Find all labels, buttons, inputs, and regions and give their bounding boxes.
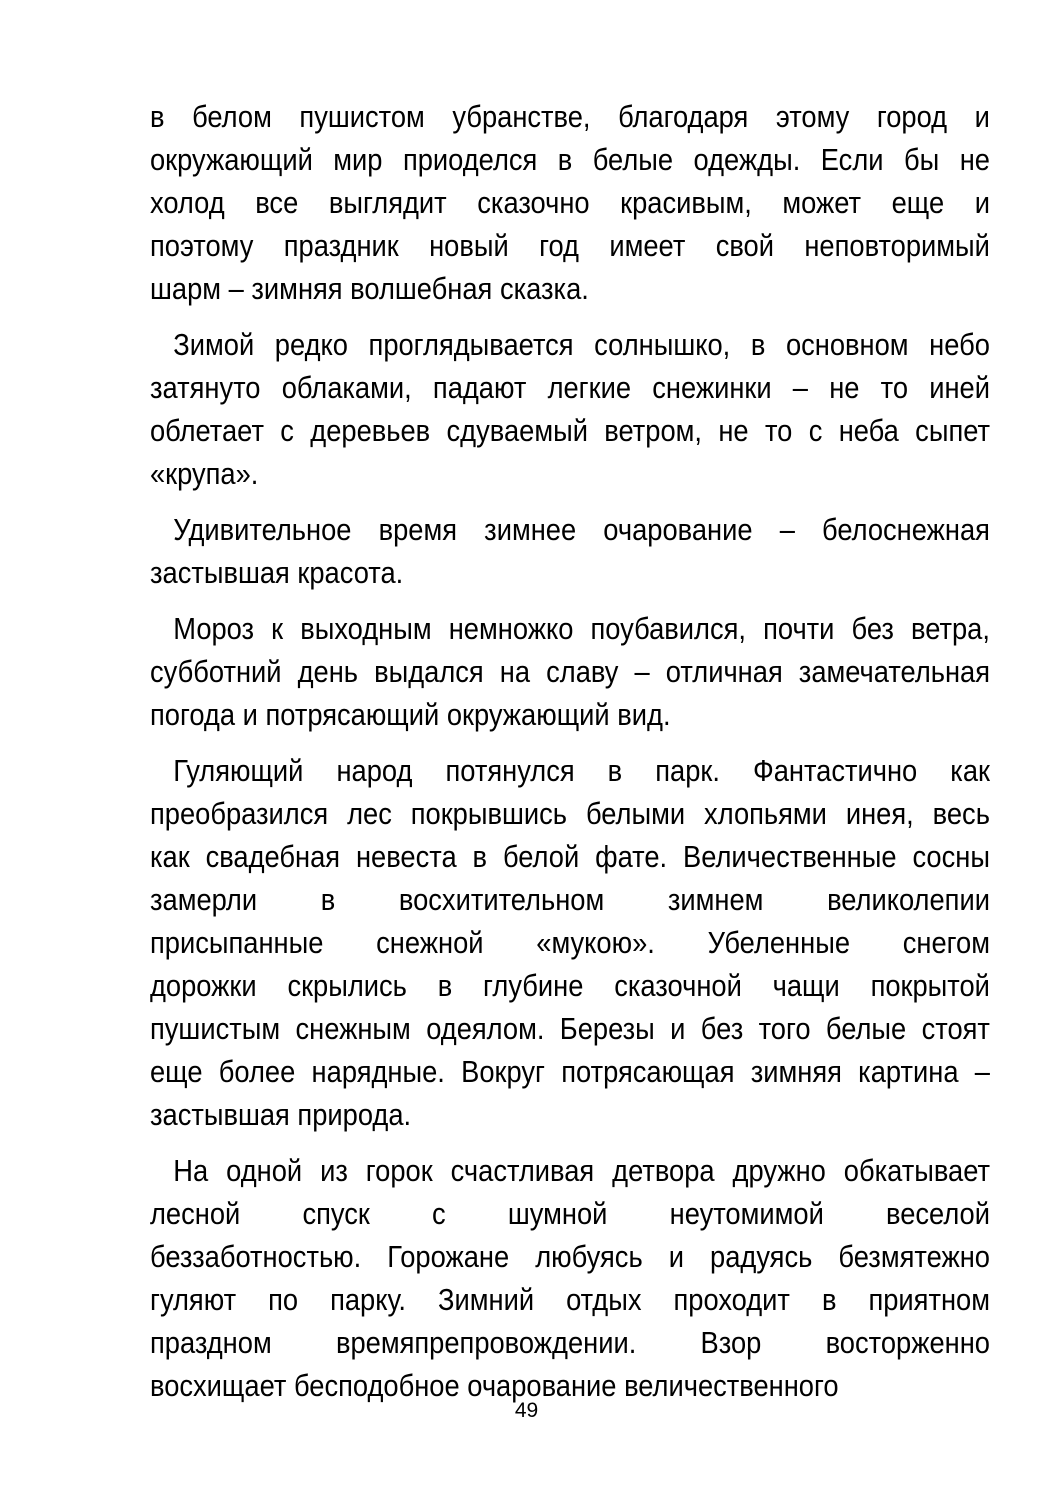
- text-line: Удивительное время зимнее очарование – белоснежная: [173, 513, 990, 547]
- paragraph: [150, 324, 990, 496]
- text-line: застывшая природа.: [150, 1098, 412, 1132]
- text-line: дорожки скрылись в глубине сказочной чащи покрытой: [150, 969, 990, 1003]
- text-line: замерли в восхитительном зимнем великолепии: [150, 883, 990, 917]
- text-line: пушистым снежным одеялом. Березы и без того белые стоят: [150, 1012, 990, 1046]
- text-line: окружающий мир приоделся в белые одежды. Если бы не: [150, 143, 990, 177]
- text-line: восхищает бесподобное очарование величественного: [150, 1369, 839, 1403]
- paragraph: [150, 1150, 990, 1408]
- text-line: еще более нарядные. Вокруг потрясающая зимняя картина –: [150, 1055, 990, 1089]
- text-line: холод все выглядит сказочно красивым, может еще и: [150, 186, 990, 220]
- text-line: гуляют по парку. Зимний отдых проходит в приятном: [150, 1283, 990, 1317]
- text-line: погода и потрясающий окружающий вид.: [150, 698, 671, 732]
- text-line: поэтому праздник новый год имеет свой неповторимый: [150, 229, 990, 263]
- text-line: шарм – зимняя волшебная сказка.: [150, 272, 589, 306]
- text-line: облетает с деревьев сдуваемый ветром, не то с неба сыпет: [150, 414, 991, 448]
- text-line: затянуто облаками, падают легкие снежинки – не то иней: [150, 371, 990, 405]
- text-line: праздном времяпрепровождении. Взор восторженно: [150, 1326, 990, 1360]
- text-line: беззаботностью. Горожане любуясь и радуясь безмятежно: [150, 1240, 990, 1274]
- text-line: преобразился лес покрывшись белыми хлопьями инея, весь: [150, 797, 990, 831]
- paragraph: [150, 96, 990, 311]
- text-line: в белом пушистом убранстве, благодаря этому город и: [150, 100, 990, 134]
- text-line: «крупа».: [150, 457, 259, 491]
- body-text-column: [150, 96, 990, 1421]
- paragraph: [150, 608, 990, 737]
- text-line: застывшая красота.: [150, 556, 404, 590]
- text-line: На одной из горок счастливая детвора дружно обкатывает: [173, 1154, 990, 1188]
- paragraph: [150, 509, 990, 595]
- text-line: лесной спуск с шумной неутомимой веселой: [150, 1197, 990, 1231]
- text-line: Мороз к выходным немножко поубавился, почти без ветра,: [173, 612, 990, 646]
- text-line: присыпанные снежной «мукою». Убеленные снегом: [150, 926, 990, 960]
- paragraph: [150, 750, 990, 1137]
- text-line: Зимой редко проглядывается солнышко, в основном небо: [173, 328, 990, 362]
- page-number: 49: [514, 1399, 539, 1422]
- text-line: Гуляющий народ потянулся в парк. Фантастично как: [173, 754, 990, 788]
- text-line: как свадебная невеста в белой фате. Величественные сосны: [150, 840, 990, 874]
- text-line: субботний день выдался на славу – отличная замечательная: [150, 655, 991, 689]
